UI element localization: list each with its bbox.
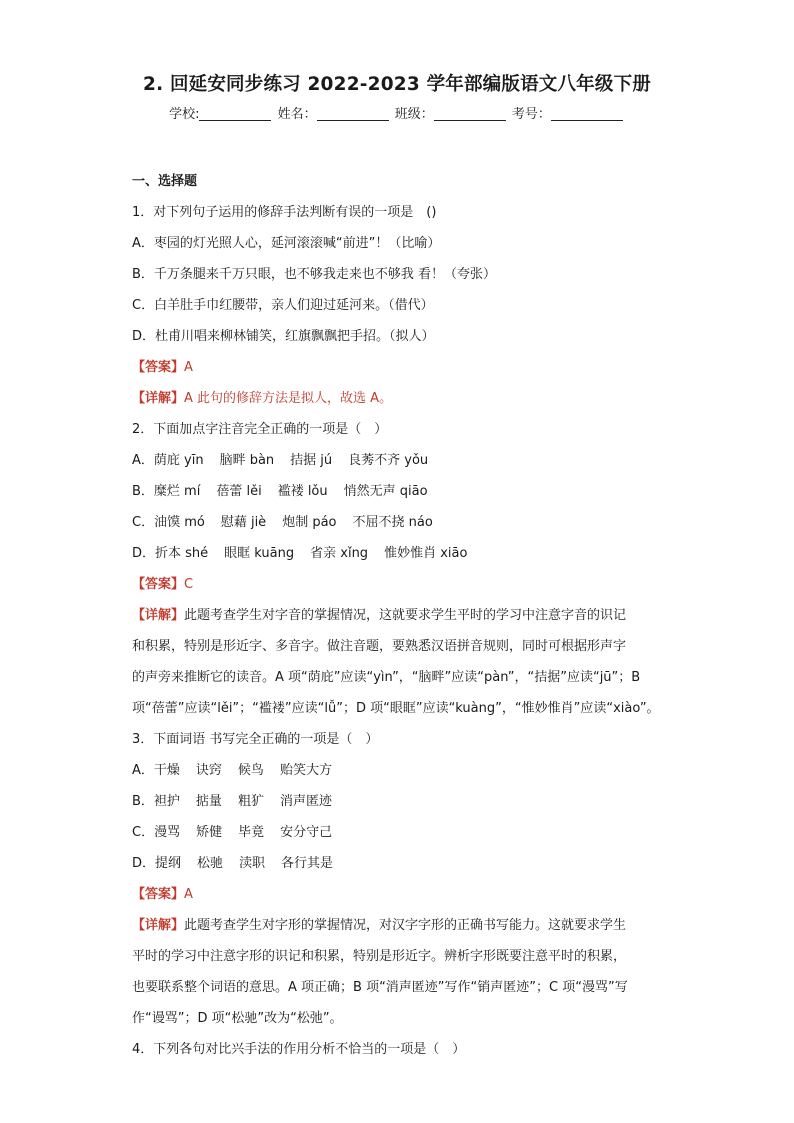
q2-c-item-3: 炮制 páo — [282, 515, 337, 530]
q2-b-item-4: 悄然无声 qiāo — [343, 484, 428, 499]
q3-detail-line-1: 此题考查学生对字形的掌握情况，对汉字字形的正确书写能力。这就要求学生 — [184, 918, 627, 933]
q2-b-item-2: 蓓蕾 lěi — [216, 484, 262, 499]
q2-detail-tag: 【详解】 — [132, 608, 185, 623]
q3-c-item-1: C．漫骂 — [132, 825, 181, 840]
school-label: 学校: — [169, 107, 200, 122]
q3-detail — [132, 910, 672, 1034]
exam-no-blank[interactable] — [551, 106, 623, 121]
name-blank[interactable] — [317, 106, 389, 121]
q3-answer-tag: 【答案】 — [132, 887, 185, 902]
q2-d-item-4: 惟妙惟肖 xiāo — [384, 546, 468, 561]
q1-detail — [132, 383, 672, 414]
q1-detail-text: A 此句的修辞方法是拟人，故选 A。 — [184, 391, 393, 406]
page-title: 2. 回延安同步练习 2022-2023 学年部编版语文八年级下册 — [143, 74, 651, 95]
q2-b-item-3: 褴褛 lǒu — [277, 484, 328, 499]
q3-detail-line-4: 作“谩骂”；D 项“松驰”改为“松弛”。 — [132, 1011, 343, 1026]
q2-option-d — [132, 538, 672, 569]
q1-option-a: A．枣园的灯光照人心，延河滚滚喊“前进”！（比喻） — [132, 236, 441, 251]
q4-stem: 4．下列各句对比兴手法的作用分析不恰当的一项是（ ） — [132, 1042, 466, 1057]
school-blank[interactable] — [199, 106, 271, 121]
section-heading: 一、选择题 — [132, 174, 198, 189]
q3-answer — [132, 879, 672, 910]
q3-stem: 3．下面词语 书写完全正确的一项是（ ） — [132, 732, 379, 747]
q2-c-item-4: 不屈不挠 náo — [352, 515, 433, 530]
class-label: 班级： — [394, 107, 434, 122]
q1-stem: 1．对下列句子运用的修辞手法判断有误的一项是 () — [132, 205, 437, 220]
q2-c-item-1: C．油馍 mó — [132, 515, 205, 530]
q3-detail-line-2: 平时的学习中注意字形的识记和积累，特别是形近字。辨析字形既要注意平时的积累， — [132, 949, 627, 964]
q3-b-item-3: 粗犷 — [237, 794, 264, 809]
exam-no-label: 考号： — [511, 107, 551, 122]
q2-detail — [132, 600, 672, 724]
q3-b-item-1: B．袒护 — [132, 794, 180, 809]
q2-d-item-1: D．折本 shé — [132, 546, 209, 561]
q3-d-item-2: 松驰 — [197, 856, 224, 871]
student-info-line — [0, 103, 794, 122]
q1-answer-value: A — [184, 360, 193, 375]
q1-option-c: C．白羊肚手巾红腰带，亲人们迎过延河来。（借代） — [132, 298, 434, 313]
q1-answer-tag: 【答案】 — [132, 360, 185, 375]
q1-option-d: D．杜甫川唱来柳林铺笑，红旗飘飘把手招。（拟人） — [132, 329, 435, 344]
q3-a-item-1: A．干燥 — [132, 763, 180, 778]
q2-answer-tag: 【答案】 — [132, 577, 185, 592]
q3-detail-line-3: 也要联系整个词语的意思。A 项正确；B 项“消声匿迹”写作“销声匿迹”；C 项“漫骂”写 — [132, 980, 628, 995]
q3-detail-tag: 【详解】 — [132, 918, 185, 933]
q2-option-c — [132, 507, 672, 538]
q3-option-d — [132, 848, 672, 879]
q2-answer — [132, 569, 672, 600]
q3-option-b — [132, 786, 672, 817]
q2-option-b — [132, 476, 672, 507]
q3-d-item-1: D．提纲 — [132, 856, 182, 871]
q2-answer-value: C — [184, 577, 194, 592]
name-label: 姓名： — [277, 107, 317, 122]
q3-c-item-4: 安分守己 — [280, 825, 333, 840]
q3-b-item-2: 掂量 — [195, 794, 222, 809]
q2-a-item-3: 拮据 jú — [290, 453, 333, 468]
q3-d-item-3: 渎职 — [239, 856, 266, 871]
q2-detail-line-3: 的声旁来推断它的读音。A 项“荫庇”应读“yìn”，“脑畔”应读“pàn”，“拮据”应读“jū”；B — [132, 670, 641, 685]
q3-c-item-2: 矫健 — [196, 825, 223, 840]
q3-c-item-3: 毕竟 — [238, 825, 265, 840]
q2-detail-line-1: 此题考查学生对字音的掌握情况，这就要求学生平时的学习中注意字音的识记 — [184, 608, 627, 623]
q3-d-item-4: 各行其是 — [281, 856, 334, 871]
q2-c-item-2: 慰藉 jiè — [220, 515, 267, 530]
q3-b-item-4: 消声匿迹 — [279, 794, 332, 809]
q2-b-item-1: B．糜烂 mí — [132, 484, 201, 499]
q1-option-b: B．千万条腿来千万只眼，也不够我走来也不够我 看！（夸张） — [132, 267, 497, 282]
question-content — [132, 166, 672, 1065]
q2-a-item-4: 良莠不齐 yǒu — [348, 453, 429, 468]
q3-answer-value: A — [184, 887, 193, 902]
class-blank[interactable] — [434, 106, 506, 121]
q3-option-c — [132, 817, 672, 848]
q2-detail-line-4: 项“蓓蕾”应读“lěi”；“褴褛”应读“lǚ”；D 项“眼眶”应读“kuàng”，“惟妙惟肖”应读“xiào”。 — [132, 701, 660, 716]
q2-a-item-2: 脑畔 bàn — [219, 453, 275, 468]
q2-d-item-2: 眼眶 kuāng — [224, 546, 295, 561]
q2-d-item-3: 省亲 xǐng — [310, 546, 369, 561]
q1-answer — [132, 352, 672, 383]
q1-detail-tag: 【详解】 — [132, 391, 185, 406]
q2-detail-line-2: 和积累，特别是形近字、多音字。做注音题，要熟悉汉语拼音规则，同时可根据形声字 — [132, 639, 627, 654]
q2-stem: 2．下面加点字注音完全正确的一项是（ ） — [132, 422, 388, 437]
q2-option-a — [132, 445, 672, 476]
q2-a-item-1: A．荫庇 yīn — [132, 453, 204, 468]
q3-a-item-3: 候鸟 — [237, 763, 264, 778]
q3-option-a — [132, 755, 672, 786]
q3-a-item-4: 贻笑大方 — [279, 763, 332, 778]
q3-a-item-2: 诀窍 — [195, 763, 222, 778]
